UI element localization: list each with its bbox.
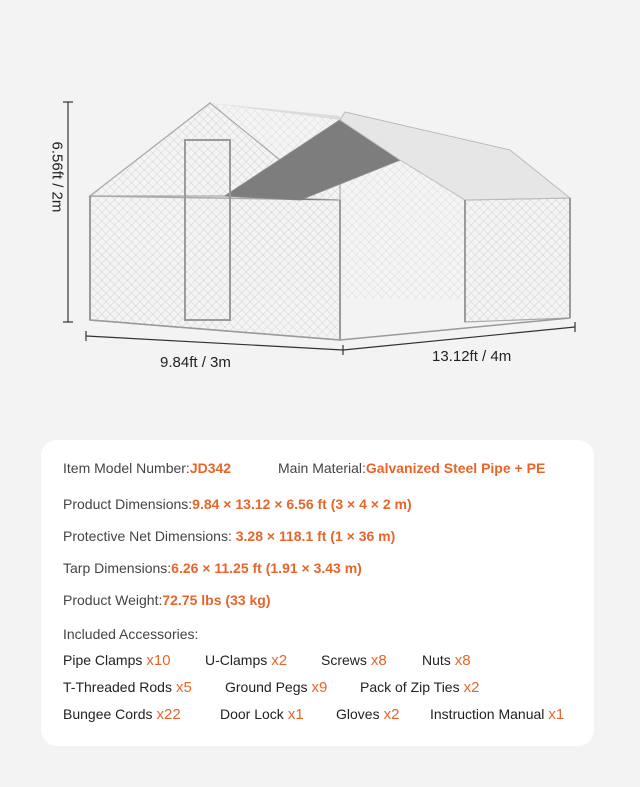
accessory-qty: x2: [383, 706, 400, 723]
accessory-name: Nuts: [422, 652, 451, 668]
accessory-qty: x9: [311, 679, 328, 696]
accessory-item: [360, 679, 479, 696]
model-label: Item Model Number:: [63, 460, 190, 476]
accessory-qty: x1: [287, 706, 304, 723]
accessory-item: [220, 706, 304, 723]
accessory-item: [63, 679, 192, 696]
accessory-item: [422, 652, 471, 669]
material-value: Galvanized Steel Pipe + PE: [365, 460, 546, 476]
net-dimensions-row: [63, 528, 395, 544]
material-row: [278, 460, 545, 476]
accessory-item: [205, 652, 287, 669]
specifications-card: [41, 440, 594, 746]
accessory-qty: x1: [548, 706, 565, 723]
accessory-name: T-Threaded Rods: [63, 679, 172, 695]
material-label: Main Material:: [278, 460, 366, 476]
model-row: [63, 460, 231, 476]
accessory-qty: x2: [271, 652, 288, 669]
accessory-name: Pack of Zip Ties: [360, 679, 460, 695]
accessory-item: [321, 652, 387, 669]
accessory-qty: x22: [156, 706, 181, 723]
model-value: JD342: [189, 460, 232, 476]
depth-dimension-label: 13.12ft / 4m: [432, 348, 512, 365]
net-dimensions-label: Protective Net Dimensions:: [63, 528, 232, 544]
product-dimensions-row: [63, 496, 412, 512]
weight-label: Product Weight:: [63, 592, 163, 608]
accessories-heading: [63, 626, 198, 642]
accessory-name: Instruction Manual: [430, 706, 545, 722]
accessory-qty: x10: [146, 652, 171, 669]
accessory-name: Gloves: [336, 706, 380, 722]
accessory-name: Door Lock: [220, 706, 284, 722]
tarp-dimensions-value: 6.26 × 11.25 ft (1.91 × 3.43 m): [171, 560, 362, 576]
net-dimensions-value: 3.28 × 118.1 ft (1 × 36 m): [235, 528, 396, 544]
accessory-qty: x2: [463, 679, 480, 696]
accessory-item: [336, 706, 399, 723]
accessory-qty: x8: [454, 652, 471, 669]
tarp-dimensions-row: [63, 560, 362, 576]
tarp-dimensions-label: Tarp Dimensions:: [63, 560, 172, 576]
accessory-item: [225, 679, 327, 696]
width-dimension-label: 9.84ft / 3m: [160, 354, 231, 371]
weight-value: 72.75 lbs (33 kg): [162, 592, 271, 608]
accessories-label: Included Accessories:: [63, 626, 199, 642]
accessory-item: [430, 706, 564, 723]
accessory-name: U-Clamps: [205, 652, 268, 668]
accessory-qty: x8: [370, 652, 387, 669]
accessory-name: Ground Pegs: [225, 679, 308, 695]
accessory-item: [63, 706, 181, 723]
accessory-item: [63, 652, 171, 669]
accessory-name: Bungee Cords: [63, 706, 153, 722]
product-dimensions-label: Product Dimensions:: [63, 496, 193, 512]
accessory-name: Screws: [321, 652, 367, 668]
height-dimension-label: 6.56ft / 2m: [48, 141, 66, 213]
accessory-qty: x5: [175, 679, 192, 696]
accessory-name: Pipe Clamps: [63, 652, 143, 668]
weight-row: [63, 592, 271, 608]
product-dimensions-value: 9.84 × 13.12 × 6.56 ft (3 × 4 × 2 m): [192, 496, 412, 512]
